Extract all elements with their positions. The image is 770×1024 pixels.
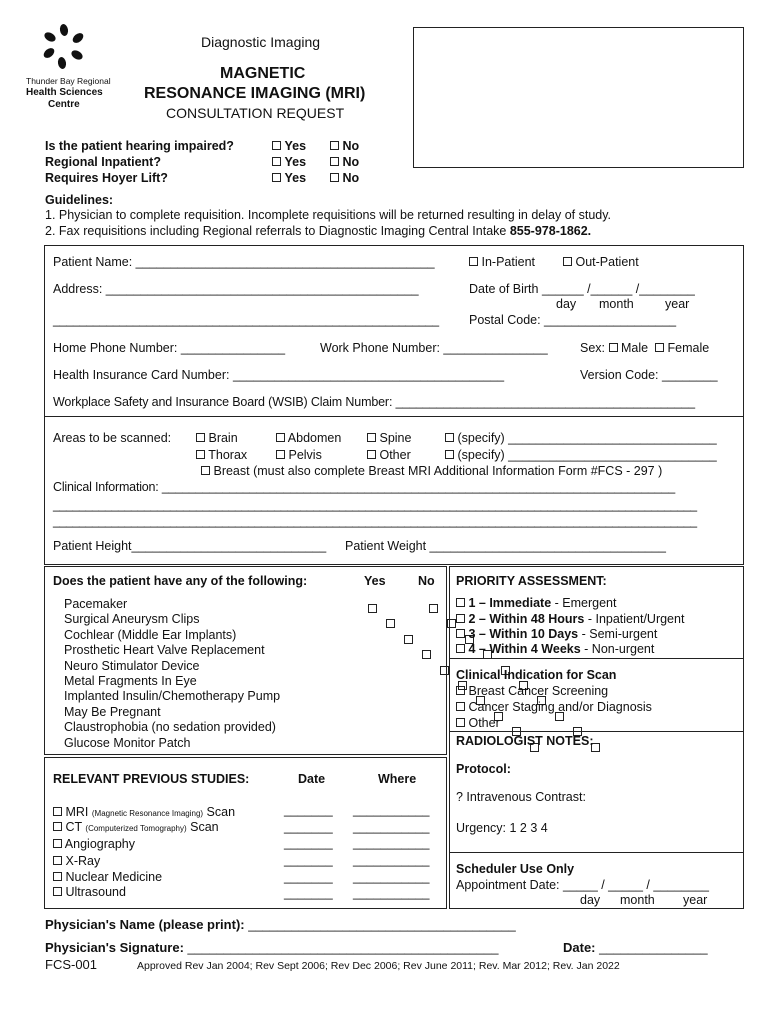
org-line-3: Centre — [48, 99, 80, 110]
org-line-1: Thunder Bay Regional — [26, 76, 111, 86]
condition-label: May Be Pregnant — [64, 705, 161, 719]
checkbox[interactable] — [53, 822, 62, 831]
study-nuclear-label: Nuclear Medicine — [65, 870, 163, 884]
protocol-label: Protocol: — [456, 762, 511, 776]
studies-date-header: Date — [298, 772, 326, 786]
checkbox[interactable] — [272, 157, 281, 166]
fax-number: 855-978-1862. — [509, 224, 592, 238]
appt-year-label: year — [683, 893, 708, 907]
study-ct-sub: (Computerized Tomography) — [85, 824, 187, 833]
priority-4-label: 4 – Within 4 Weeks — [468, 642, 581, 656]
study-nuclear[interactable] — [53, 870, 162, 884]
condition-label: Glucose Monitor Patch — [64, 736, 191, 750]
study-date-line[interactable]: _______ — [284, 836, 333, 850]
thorax-option[interactable] — [196, 448, 247, 462]
specify-1[interactable] — [445, 431, 717, 445]
physician-name-row[interactable] — [45, 917, 516, 932]
checkbox[interactable] — [201, 466, 210, 475]
indication-1[interactable] — [456, 684, 608, 698]
study-angio-label: Angiography — [64, 837, 135, 851]
condition-yes-checkbox[interactable] — [404, 635, 413, 644]
studies-title: RELEVANT PREVIOUS STUDIES: — [53, 772, 250, 786]
hoyer-no[interactable] — [330, 171, 359, 185]
inpatient-label: In-Patient — [481, 255, 535, 269]
clinical-line-1[interactable]: ___________________________________________________________________________________________________ — [53, 498, 697, 512]
checkbox[interactable] — [53, 839, 62, 848]
hospital-logo — [40, 22, 92, 72]
yes-label: Yes — [284, 171, 307, 185]
sex-label: Sex: — [580, 341, 606, 355]
checkbox[interactable] — [563, 257, 572, 266]
health-card-field[interactable]: Health Insurance Card Number: _______________________________________ — [53, 368, 505, 382]
priority-2-desc: - Inpatient/Urgent — [584, 612, 685, 626]
breast-label: Breast (must also complete Breast MRI Additional Information Form #FCS - 297 ) — [213, 464, 663, 478]
checkbox[interactable] — [53, 872, 62, 881]
outpatient-option[interactable] — [563, 255, 639, 269]
home-phone-field[interactable]: Home Phone Number: _______________ — [53, 341, 286, 355]
guidelines-title: Guidelines: — [45, 193, 114, 207]
condition-no-checkbox[interactable] — [447, 619, 456, 628]
male-checkbox[interactable] — [609, 343, 618, 352]
spine-label: Spine — [379, 431, 412, 445]
priority-4-desc: - Non-urgent — [580, 642, 655, 656]
postal-code-field[interactable]: Postal Code: ___________________ — [469, 313, 677, 327]
no-label: No — [342, 155, 360, 169]
specify-1-label: (specify) ______________________________ — [457, 431, 717, 445]
checkbox[interactable] — [196, 433, 205, 442]
date-line[interactable]: _______________ — [599, 940, 708, 955]
abdomen-label: Abdomen — [287, 431, 342, 445]
abdomen-option[interactable] — [276, 431, 341, 445]
study-where-line[interactable]: ___________ — [353, 803, 430, 817]
wsib-field[interactable]: Workplace Safety and Insurance Board (WSIB) Claim Number: ____________________________________________ — [53, 395, 695, 409]
indication-title: Clinical Indication for Scan — [456, 668, 617, 682]
guideline-2 — [45, 224, 591, 238]
question-hearing: Is the patient hearing impaired? — [45, 139, 234, 153]
inpatient-no[interactable] — [330, 155, 359, 169]
signature-line[interactable]: ___________________________________________ — [187, 940, 499, 955]
pelvis-label: Pelvis — [288, 448, 322, 462]
other-option[interactable] — [367, 448, 411, 462]
checkbox[interactable] — [456, 686, 465, 695]
patient-label-box[interactable] — [413, 27, 744, 168]
guideline-1: 1. Physician to complete requisition. Incomplete requisitions will be returned resulting in delay of study. — [45, 208, 612, 222]
inpatient-option[interactable] — [469, 255, 535, 269]
study-date-line[interactable]: _______ — [284, 886, 333, 900]
condition-label: Neuro Stimulator Device — [64, 659, 200, 673]
yes-label: Yes — [284, 139, 307, 153]
conditions-title: Does the patient have any of the following: — [53, 574, 308, 588]
conditions-no-header: No — [418, 574, 435, 588]
study-where-line[interactable]: ___________ — [353, 836, 430, 850]
checkbox[interactable] — [367, 450, 376, 459]
checkbox[interactable] — [330, 141, 339, 150]
brain-label: Brain — [208, 431, 238, 445]
study-mri-label: MRI — [65, 805, 89, 819]
specify-2-label: (specify) ______________________________ — [457, 448, 717, 462]
study-ultrasound[interactable] — [53, 885, 126, 899]
study-ultrasound-label: Ultrasound — [65, 885, 126, 899]
appt-month-label: month — [620, 893, 655, 907]
condition-label: Pacemaker — [64, 597, 128, 611]
indication-2[interactable] — [456, 700, 652, 714]
weight-field[interactable]: Patient Weight __________________________________ — [345, 539, 666, 553]
checkbox[interactable] — [445, 450, 454, 459]
indication-3[interactable] — [456, 716, 500, 730]
address-line-2[interactable]: __________________________________________________________ — [53, 313, 439, 327]
checkbox[interactable] — [456, 702, 465, 711]
checkbox[interactable] — [367, 433, 376, 442]
contrast-label: ? Intravenous Contrast: — [456, 790, 586, 804]
outpatient-label: Out-Patient — [575, 255, 639, 269]
checkbox[interactable] — [272, 141, 281, 150]
checkbox[interactable] — [272, 173, 281, 182]
study-ct[interactable] — [53, 820, 219, 834]
appointment-date-field[interactable]: Appointment Date: _____ / _____ / ________ — [456, 878, 709, 892]
dob-field[interactable]: Date of Birth ______ /______ /________ — [469, 282, 695, 296]
condition-label: Implanted Insulin/Chemotherapy Pump — [64, 689, 281, 703]
areas-label: Areas to be scanned: — [53, 431, 172, 445]
brain-option[interactable] — [196, 431, 238, 445]
indication-1-label: Breast Cancer Screening — [468, 684, 609, 698]
checkbox[interactable] — [456, 614, 465, 623]
clinical-line-2[interactable]: ___________________________________________________________________________________________________ — [53, 514, 697, 528]
priority-title: PRIORITY ASSESSMENT: — [456, 574, 607, 588]
checkbox[interactable] — [53, 856, 62, 865]
study-date-line[interactable]: _______ — [284, 820, 333, 834]
breast-option[interactable] — [201, 464, 662, 478]
checkbox[interactable] — [330, 157, 339, 166]
specify-2[interactable] — [445, 448, 717, 462]
pelvis-option[interactable] — [276, 448, 322, 462]
form-title-1: MAGNETIC — [220, 65, 306, 82]
conditions-yes-header: Yes — [364, 574, 386, 588]
thorax-label: Thorax — [208, 448, 248, 462]
physician-signature-row[interactable] — [45, 940, 498, 955]
question-inpatient: Regional Inpatient? — [45, 155, 161, 169]
urgency-label: Urgency: 1 2 3 4 — [456, 821, 548, 835]
checkbox[interactable] — [276, 433, 285, 442]
condition-label: Cochlear (Middle Ear Implants) — [64, 628, 237, 642]
question-hoyer: Requires Hoyer Lift? — [45, 171, 168, 185]
no-label: No — [342, 139, 360, 153]
inpatient-yes[interactable] — [272, 155, 306, 169]
male-label: Male — [620, 341, 649, 355]
study-xray-label: X-Ray — [65, 854, 101, 868]
study-date-line[interactable]: _______ — [284, 853, 333, 867]
study-where-line[interactable]: ___________ — [353, 886, 430, 900]
hearing-no[interactable] — [330, 139, 359, 153]
condition-yes-checkbox[interactable] — [368, 604, 377, 613]
signature-date-row[interactable] — [563, 940, 708, 955]
radiologist-title: RADIOLOGIST NOTES: — [456, 734, 594, 748]
guideline-2-text: 2. Fax requisitions including Regional referrals to Diagnostic Imaging Central Intake — [45, 224, 510, 238]
approval-history: Approved Rev Jan 2004; Rev Sept 2006; Rev Dec 2006; Rev June 2011; Rev. Mar 2012; Rev. Jan 2022 — [137, 960, 620, 972]
priority-3-desc: - Semi-urgent — [578, 627, 658, 641]
no-label: No — [342, 171, 360, 185]
female-checkbox[interactable] — [655, 343, 664, 352]
study-angio[interactable] — [53, 837, 135, 851]
checkbox[interactable] — [469, 257, 478, 266]
address-field[interactable]: Address: _____________________________________________ — [53, 282, 419, 296]
priority-3-label: 3 – Within 10 Days — [468, 627, 579, 641]
physician-name-label: Physician's Name (please print): — [45, 917, 249, 932]
signature-label: Physician's Signature: — [45, 940, 188, 955]
studies-where-header: Where — [378, 772, 417, 786]
appt-day-label: day — [580, 893, 601, 907]
patient-name-field[interactable]: Patient Name: ___________________________________________ — [53, 255, 435, 269]
hoyer-yes[interactable] — [272, 171, 306, 185]
department-name: Diagnostic Imaging — [201, 34, 321, 50]
priority-3[interactable] — [456, 627, 657, 641]
sex-field — [580, 341, 709, 355]
checkbox[interactable] — [456, 598, 465, 607]
indication-2-label: Cancer Staging and/or Diagnosis — [468, 700, 652, 714]
study-ct-label: CT — [65, 820, 82, 834]
checkbox[interactable] — [196, 450, 205, 459]
condition-label: Metal Fragments In Eye — [64, 674, 197, 688]
height-field[interactable]: Patient Height____________________________ — [53, 539, 327, 553]
study-date-line[interactable]: _______ — [284, 803, 333, 817]
checkbox[interactable] — [456, 718, 465, 727]
study-date-line[interactable]: _______ — [284, 870, 333, 884]
checkbox[interactable] — [456, 644, 465, 653]
priority-1[interactable] — [456, 596, 616, 610]
form-subtitle: CONSULTATION REQUEST — [166, 105, 345, 121]
physician-name-line[interactable]: _____________________________________ — [248, 917, 516, 932]
priority-1-desc: - Emergent — [551, 596, 617, 610]
condition-no-checkbox[interactable] — [429, 604, 438, 613]
checkbox[interactable] — [53, 887, 62, 896]
checkbox[interactable] — [445, 433, 454, 442]
condition-label: Surgical Aneurysm Clips — [64, 612, 200, 626]
study-mri-end: Scan — [206, 805, 236, 819]
condition-yes-checkbox[interactable] — [440, 666, 449, 675]
study-mri-sub: (Magnetic Resonance Imaging) — [91, 809, 204, 818]
form-id: FCS-001 — [45, 957, 98, 972]
study-xray[interactable] — [53, 854, 100, 868]
checkbox[interactable] — [276, 450, 285, 459]
female-label: Female — [667, 341, 710, 355]
condition-yes-checkbox[interactable] — [386, 619, 395, 628]
org-line-2: Health Sciences — [26, 87, 103, 98]
yes-label: Yes — [284, 155, 307, 169]
dob-year-label: year — [665, 297, 690, 311]
date-label: Date: — [563, 940, 600, 955]
condition-label: Prosthetic Heart Valve Replacement — [64, 643, 265, 657]
work-phone-field[interactable]: Work Phone Number: _______________ — [320, 341, 548, 355]
indication-3-label: Other — [468, 716, 500, 730]
checkbox[interactable] — [53, 807, 62, 816]
priority-2-label: 2 – Within 48 Hours — [468, 612, 585, 626]
condition-yes-checkbox[interactable] — [422, 650, 431, 659]
study-ct-end: Scan — [190, 820, 219, 834]
checkbox[interactable] — [456, 629, 465, 638]
scheduler-title: Scheduler Use Only — [456, 862, 575, 876]
hearing-yes[interactable] — [272, 139, 306, 153]
dob-day-label: day — [556, 297, 577, 311]
priority-4[interactable] — [456, 642, 654, 656]
study-where-line[interactable]: ___________ — [353, 870, 430, 884]
clinical-info-field[interactable]: Clinical Information: ____________________________________________________________________________ — [53, 480, 675, 494]
form-title-2: RESONANCE IMAGING (MRI) — [144, 85, 366, 102]
study-where-line[interactable]: ___________ — [353, 820, 430, 834]
study-mri[interactable] — [53, 805, 235, 819]
study-where-line[interactable]: ___________ — [353, 853, 430, 867]
dob-month-label: month — [599, 297, 634, 311]
priority-2[interactable] — [456, 612, 684, 626]
spine-option[interactable] — [367, 431, 411, 445]
checkbox[interactable] — [330, 173, 339, 182]
condition-label: Claustrophobia (no sedation provided) — [64, 720, 276, 734]
priority-1-label: 1 – Immediate — [468, 596, 552, 610]
other-label: Other — [379, 448, 411, 462]
version-code-field[interactable]: Version Code: ________ — [580, 368, 718, 382]
